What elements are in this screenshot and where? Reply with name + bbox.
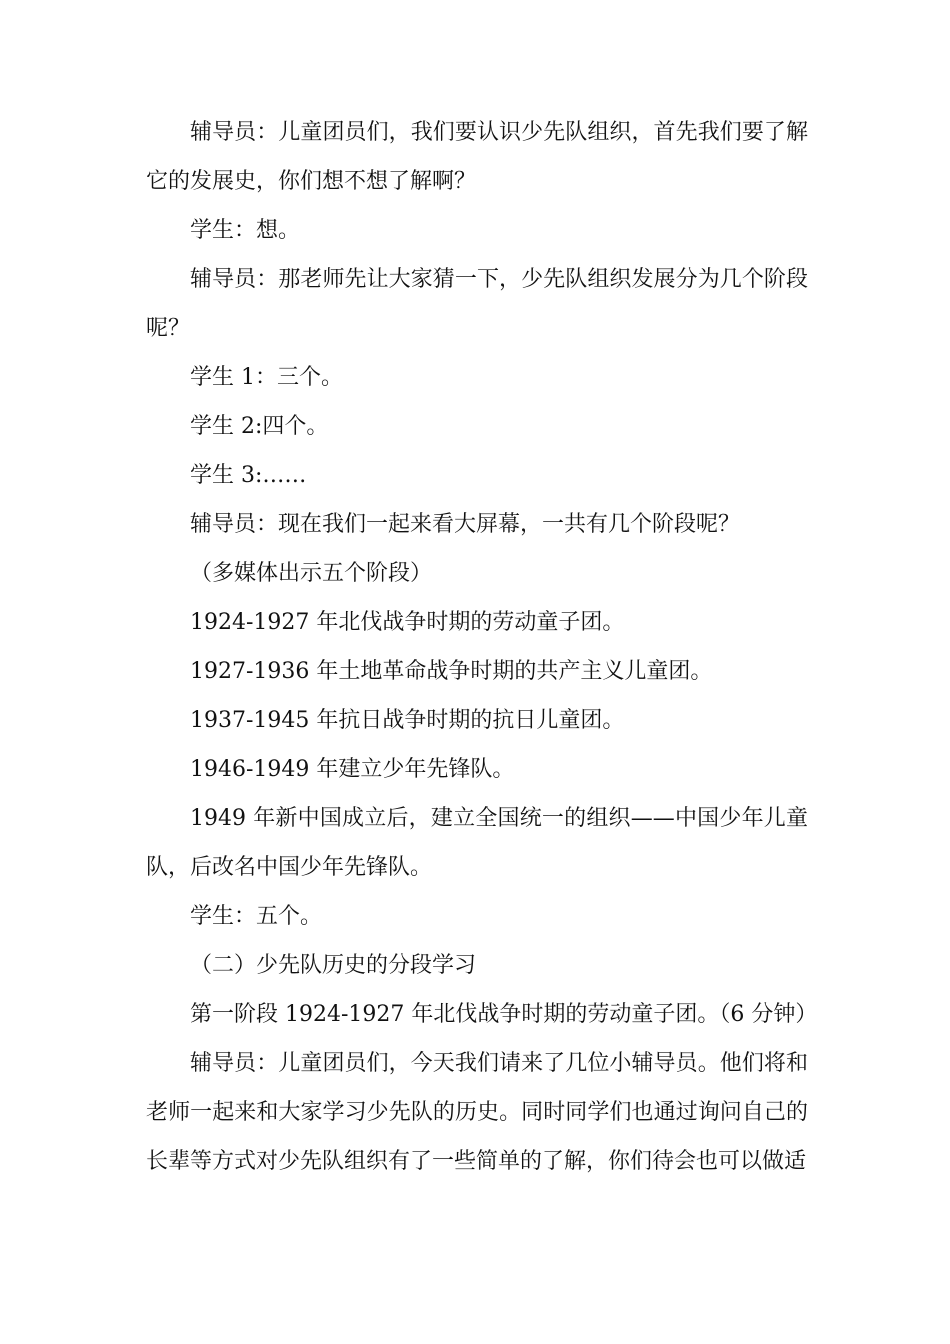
section-heading-history: （二）少先队历史的分段学习: [190, 953, 477, 978]
paragraph-student-3: 学生 3:……: [190, 463, 307, 488]
paragraph-counselor-guests: 辅导员：儿童团员们，今天我们请来了几位小辅导员。他们将和老师一起来和大家学习少先队的历史。同时同学们也通过询问自己的长辈等方式对少先队组织有了一些简单的了解，你们待会也可以做适: [146, 1051, 808, 1174]
paragraph-student-1: 学生 1：三个。: [190, 365, 343, 390]
paragraph-stage-3: 1937-1945 年抗日战争时期的抗日儿童团。: [190, 708, 625, 733]
paragraph-counselor-question: 辅导员：那老师先让大家猜一下，少先队组织发展分为几个阶段呢？: [146, 267, 808, 341]
paragraph-student-2: 学生 2:四个。: [190, 414, 329, 439]
paragraph-student-reply: 学生：想。: [190, 218, 301, 243]
paragraph-stage-4: 1946-1949 年建立少年先锋队。: [190, 757, 515, 782]
paragraph-counselor-intro: 辅导员：儿童团员们，我们要认识少先队组织，首先我们要了解它的发展史，你们想不想了解啊？: [146, 120, 808, 194]
paragraph-stage-5: 1949 年新中国成立后，建立全国统一的组织——中国少年儿童队，后改名中国少年先锋队。: [146, 806, 808, 880]
document-body: [146, 108, 818, 1186]
paragraph-media-note: （多媒体出示五个阶段）: [190, 561, 433, 586]
paragraph-counselor-screen: 辅导员：现在我们一起来看大屏幕，一共有几个阶段呢？: [190, 512, 741, 537]
paragraph-stage-1: 1924-1927 年北伐战争时期的劳动童子团。: [190, 610, 625, 635]
paragraph-stage-2: 1927-1936 年土地革命战争时期的共产主义儿童团。: [190, 659, 713, 684]
paragraph-first-stage: 第一阶段 1924-1927 年北伐战争时期的劳动童子团。（6 分钟）: [190, 1002, 818, 1027]
paragraph-student-five: 学生：五个。: [190, 904, 323, 929]
